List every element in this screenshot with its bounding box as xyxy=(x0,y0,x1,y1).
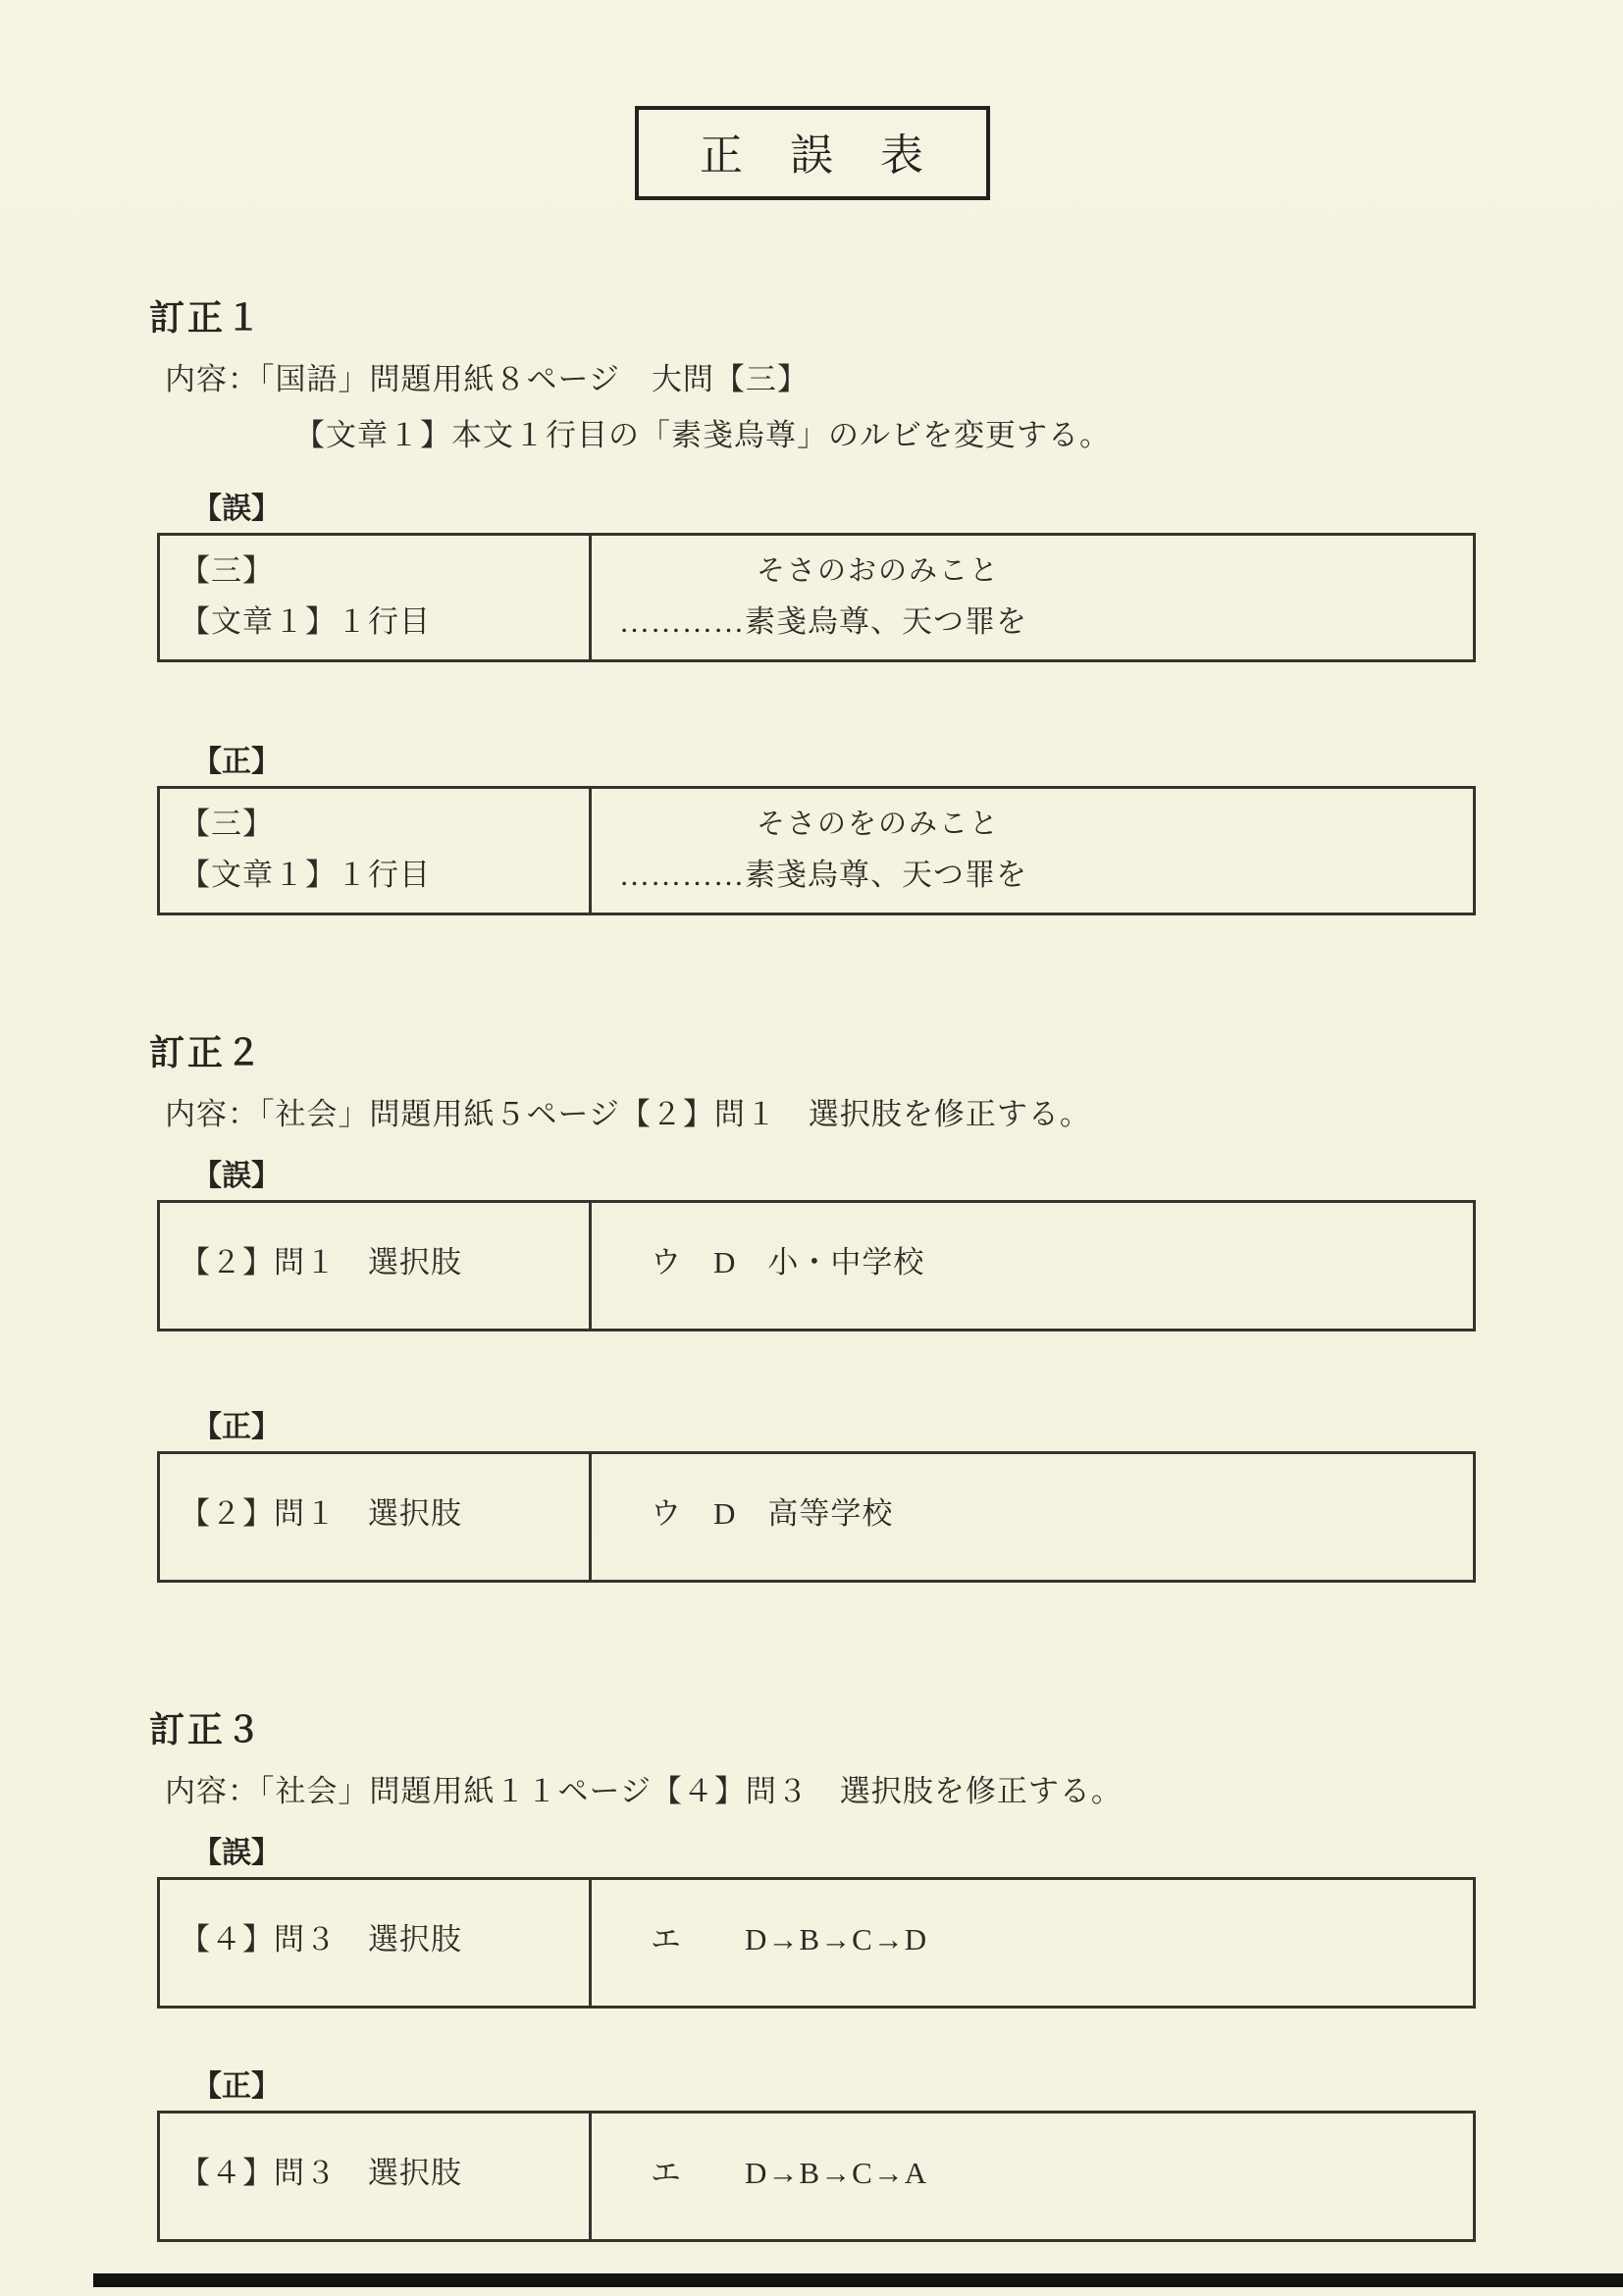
table-cell-text: ウ D 小・中学校 xyxy=(651,1245,925,1279)
table-cell-text xyxy=(592,789,1473,913)
correction-1-error-table xyxy=(157,533,1476,662)
correction-section-1 xyxy=(149,290,1476,915)
document-title-box xyxy=(635,106,990,200)
correction-1-correct-table xyxy=(157,786,1476,915)
correction-2-correct-label: 【正】 xyxy=(192,1411,281,1443)
document-title: 正 誤 表 xyxy=(700,131,925,180)
location-line-1: 【三】 xyxy=(180,807,274,841)
correction-2-error-table xyxy=(157,1200,1476,1331)
correction-3-error-table xyxy=(157,1877,1476,2009)
correction-section-3 xyxy=(149,1702,1476,2242)
table-cell-text xyxy=(592,536,1473,659)
table-cell-text: ウ D 高等学校 xyxy=(651,1496,894,1531)
correction-1-heading: 訂正１ xyxy=(149,297,265,338)
table-cell-location: 【４】問３ 選択肢 xyxy=(160,1880,592,2006)
location-line-1: 【三】 xyxy=(180,553,274,588)
correction-1-error-label: 【誤】 xyxy=(192,493,281,525)
table-cell-location xyxy=(160,789,592,913)
location-line-2: 【文章１】１行目 xyxy=(180,604,431,639)
table-cell-text: エ D→B→C→D xyxy=(651,1922,928,1957)
table-cell-text: エ D→B→C→A xyxy=(651,2156,928,2190)
table-cell-location: 【４】問３ 選択肢 xyxy=(160,2113,592,2239)
quoted-passage: …………素戔烏尊、天つ罪を xyxy=(619,858,1027,892)
table-cell-location: 【２】問１ 選択肢 xyxy=(160,1454,592,1580)
correction-3-correct-label: 【正】 xyxy=(192,2070,281,2103)
quoted-passage: …………素戔烏尊、天つ罪を xyxy=(619,604,1027,639)
ruby-reading: そさのおのみこと xyxy=(757,555,1001,587)
table-cell-location: 【２】問１ 選択肢 xyxy=(160,1203,592,1329)
correction-1-detail: 【文章１】本文１行目の「素戔烏尊」のルビを変更する。 xyxy=(294,418,1111,452)
correction-2-content: 内容：「社会」問題用紙５ページ【２】問１ 選択肢を修正する。 xyxy=(165,1097,1091,1131)
scan-edge-artifact xyxy=(93,2273,1623,2287)
location-line-2: 【文章１】１行目 xyxy=(180,858,431,892)
correction-3-content: 内容：「社会」問題用紙１１ページ【４】問３ 選択肢を修正する。 xyxy=(165,1774,1123,1808)
correction-2-error-label: 【誤】 xyxy=(192,1160,281,1192)
correction-3-correct-table xyxy=(157,2111,1476,2242)
correction-3-error-label: 【誤】 xyxy=(192,1837,281,1869)
table-cell-location xyxy=(160,536,592,659)
correction-3-heading: 訂正３ xyxy=(149,1709,265,1749)
correction-section-2 xyxy=(149,1025,1476,1583)
correction-2-heading: 訂正２ xyxy=(149,1032,265,1072)
correction-1-content: 内容：「国語」問題用紙８ページ 大問【三】 xyxy=(165,362,809,396)
correction-1-correct-label: 【正】 xyxy=(192,746,281,778)
correction-2-correct-table xyxy=(157,1451,1476,1583)
ruby-reading: そさのをのみこと xyxy=(757,809,1001,840)
